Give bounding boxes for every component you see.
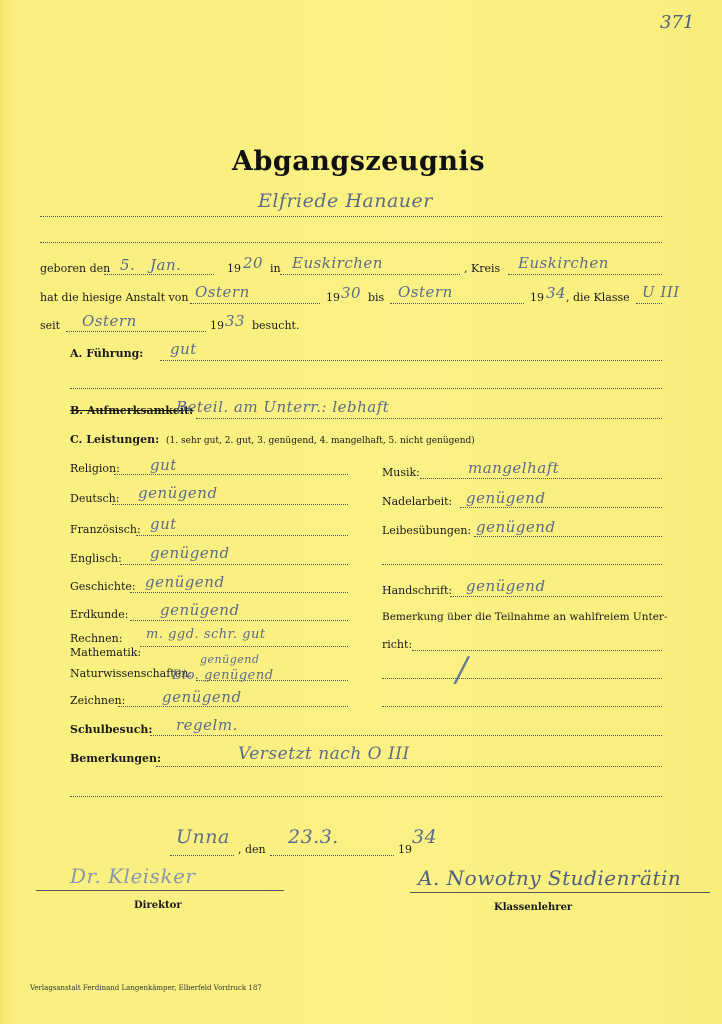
dotline — [382, 564, 662, 565]
dotline — [66, 331, 206, 332]
name-line — [40, 216, 662, 217]
grade-naturwissenschaften: Bio. genügend — [172, 668, 274, 683]
section-c-label: C. Leistungen: — [70, 433, 160, 446]
subject-englisch: Englisch: — [70, 552, 122, 565]
label-class: , die Klasse — [566, 291, 630, 304]
subject-mathematik: Mathematik: — [70, 646, 142, 659]
grade-musik: mangelhaft — [468, 459, 560, 477]
subject-nadelarbeit: Nadelarbeit: — [382, 495, 453, 508]
dotline — [130, 592, 348, 593]
grade-rechnen: m. ggd. schr. gut — [146, 627, 266, 642]
dotline — [636, 303, 662, 304]
label-since: seit — [40, 319, 61, 332]
date-year-suffix: 34 — [412, 826, 438, 848]
bemerkungen-value: Versetzt nach O III — [238, 744, 410, 764]
subject-deutsch: Deutsch: — [70, 492, 120, 505]
grade-englisch: genügend — [150, 544, 230, 562]
dotline — [508, 274, 662, 275]
since-value: Ostern — [82, 312, 137, 330]
subject-erdkunde: Erdkunde: — [70, 608, 129, 621]
schulbesuch-value: regelm. — [176, 716, 238, 734]
date-day-month: 23.3. — [288, 826, 339, 848]
dotline — [104, 274, 214, 275]
grade-handschrift: genügend — [466, 577, 546, 595]
dotline — [280, 274, 460, 275]
document-title: Abgangszeugnis — [232, 146, 486, 177]
attend-until: Ostern — [398, 283, 453, 301]
grade-geschichte: genügend — [145, 573, 225, 591]
since-year-prefix: 19 — [210, 319, 224, 332]
birth-day: 5. — [120, 256, 136, 274]
subject-franzoesisch: Französisch: — [70, 523, 141, 536]
dotline — [70, 796, 662, 797]
dotline — [70, 388, 662, 389]
since-year-suffix: 33 — [225, 312, 246, 330]
remark-optional-value: / — [456, 650, 468, 690]
until-year-prefix: 19 — [530, 291, 544, 304]
student-name: Elfriede Hanauer — [258, 190, 433, 212]
schulbesuch-label: Schulbesuch: — [70, 723, 153, 736]
remark-optional-label-2: richt: — [382, 638, 413, 651]
grade-zeichnen: genügend — [162, 688, 242, 706]
dotline — [118, 706, 348, 707]
teacher-signature: A. Nowotny Studienrätin — [418, 866, 682, 890]
dotline — [140, 646, 348, 647]
birth-month: Jan. — [150, 256, 182, 274]
subject-zeichnen: Zeichnen: — [70, 694, 126, 707]
dotline — [460, 507, 662, 508]
grade-leibesuebungen: genügend — [476, 518, 556, 536]
birth-kreis: Euskirchen — [518, 254, 609, 272]
dotline — [190, 303, 320, 304]
dotline — [450, 596, 662, 597]
teacher-signature-line — [410, 892, 710, 893]
subject-geschichte: Geschichte: — [70, 580, 136, 593]
dotline — [270, 855, 394, 856]
grade-deutsch: genügend — [138, 484, 218, 502]
subject-leibesuebungen: Leibesübungen: — [382, 524, 472, 537]
subject-musik: Musik: — [382, 466, 420, 479]
bemerkungen-label: Bemerkungen: — [70, 752, 162, 765]
label-in: in — [270, 262, 281, 275]
section-a-value: gut — [170, 340, 197, 358]
section-a-label: A. Führung: — [70, 347, 144, 360]
label-until: bis — [368, 291, 385, 304]
subject-naturwissenschaften: Naturwissenschaften: — [70, 667, 193, 680]
dotline — [382, 678, 662, 679]
label-kreis: , Kreis — [464, 262, 501, 275]
dotline — [474, 536, 662, 537]
dotline — [412, 650, 662, 651]
page-number: 371 — [660, 12, 695, 33]
label-has-attended: hat die hiesige Anstalt von — [40, 291, 189, 304]
attend-from: Ostern — [195, 283, 250, 301]
remark-optional-label-1: Bemerkung über die Teilnahme an wahlfreiem Unter- — [382, 611, 668, 623]
section-b-value: Beteil. am Unterr.: lebhaft — [176, 398, 390, 416]
from-year-suffix: 30 — [341, 284, 362, 302]
subject-religion: Religion: — [70, 462, 120, 475]
birth-place: Euskirchen — [292, 254, 383, 272]
dotline — [136, 535, 348, 536]
dotline — [114, 474, 348, 475]
grade-erdkunde: genügend — [160, 601, 240, 619]
dotline — [150, 735, 662, 736]
grade-religion: gut — [150, 456, 177, 474]
dotline — [130, 620, 348, 621]
publisher-footer: Verlagsanstalt Ferdinand Langenkämper, Elberfeld Vordruck 187 — [30, 984, 262, 992]
dotline — [160, 360, 662, 361]
dotline — [196, 680, 348, 681]
dotline — [382, 706, 662, 707]
dotline — [390, 303, 524, 304]
director-signature-line — [36, 890, 284, 891]
section-b-label: B. Aufmerksamkeit: — [70, 404, 194, 417]
teacher-label: Klassenlehrer — [494, 902, 573, 913]
director-label: Direktor — [134, 900, 182, 911]
label-born: geboren den — [40, 262, 111, 275]
subject-rechnen: Rechnen: — [70, 632, 123, 645]
grade-mathematik: genügend — [200, 653, 260, 666]
birth-year-prefix: 19 — [227, 262, 241, 275]
grade-nadelarbeit: genügend — [466, 489, 546, 507]
blank-line — [40, 242, 662, 243]
date-year-prefix: 19 — [398, 843, 412, 856]
director-signature: Dr. Kleisker — [70, 864, 196, 888]
dotline — [196, 418, 662, 419]
until-year-suffix: 34 — [546, 284, 567, 302]
birth-year-suffix: 20 — [243, 254, 264, 272]
from-year-prefix: 19 — [326, 291, 340, 304]
class-value: U III — [642, 283, 680, 301]
dotline — [120, 564, 348, 565]
grade-franzoesisch: gut — [150, 515, 177, 533]
label-visited: besucht. — [252, 319, 300, 332]
dotline — [112, 504, 348, 505]
date-place: Unna — [176, 826, 230, 848]
dotline — [170, 855, 234, 856]
grading-scale: (1. sehr gut, 2. gut, 3. genügend, 4. mangelhaft, 5. nicht genügend) — [166, 436, 475, 446]
subject-handschrift: Handschrift: — [382, 584, 453, 597]
dotline — [156, 766, 662, 767]
dotline — [420, 478, 662, 479]
label-den: , den — [238, 843, 266, 856]
